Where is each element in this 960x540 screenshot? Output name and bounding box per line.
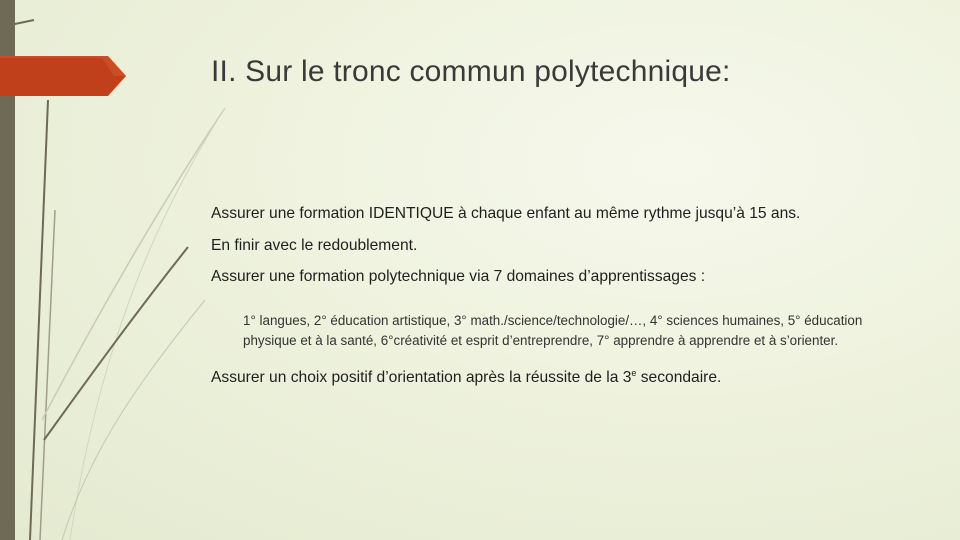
bullet-orientation-text: Assurer un choix positif d’orientation après la réussite de la 3 [211, 369, 632, 386]
page-title: II. Sur le tronc commun polytechnique: [211, 55, 731, 88]
bullet-orientation-tail: secondaire. [636, 369, 722, 386]
bullet-choix-orientation [211, 368, 721, 388]
sub-bullet-domaines: 1° langues, 2° éducation artistique, 3° math./science/technologie/…, 4° sciences humaines, 5° éducation physique et à la santé, 6°créativité et esprit d’entreprendre, 7° apprendre à apprendre et à s’orienter. [243, 313, 863, 349]
bullet-redoublement: En finir avec le redoublement. [211, 237, 418, 254]
superscript-e: e [631, 367, 637, 378]
title-arrow-icon [0, 56, 128, 96]
bullet-formation-identique: Assurer une formation IDENTIQUE à chaque enfant au même rythme jusqu’à 15 ans. [211, 205, 801, 222]
bullet-formation-polytechnique: Assurer une formation polytechnique via 7 domaines d’apprentissages : [211, 268, 706, 285]
